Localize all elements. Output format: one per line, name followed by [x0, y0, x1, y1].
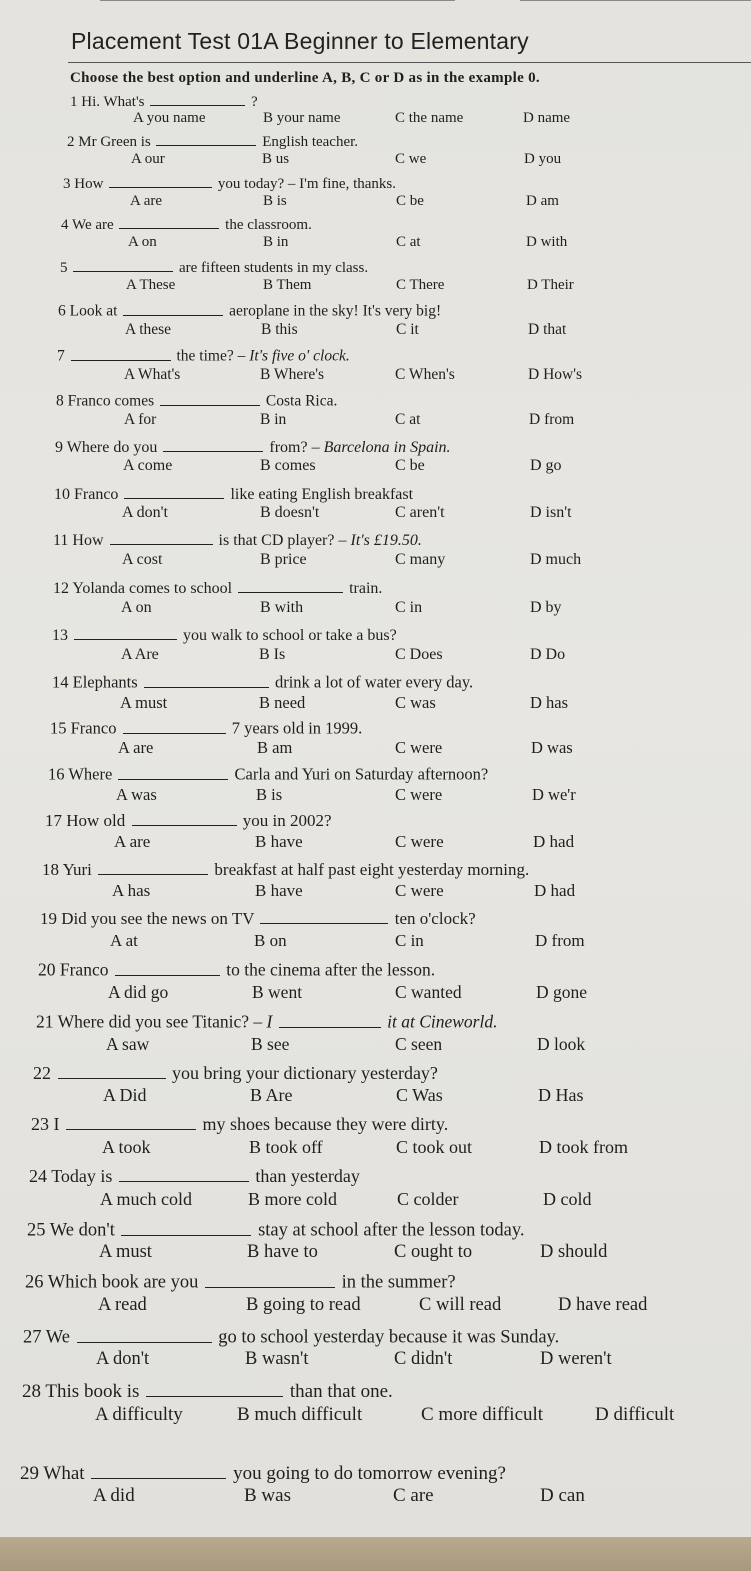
answer-blank[interactable] — [109, 172, 212, 188]
option-29-b[interactable]: B was — [244, 1485, 291, 1506]
question-text-after: you in 2002? — [242, 811, 332, 830]
option-2-c[interactable]: C we — [395, 151, 427, 167]
option-17-c[interactable]: C were — [395, 832, 444, 851]
question-text-after: you today? – I'm fine, thanks. — [217, 176, 397, 192]
option-16-c[interactable]: C were — [395, 785, 443, 804]
answer-blank[interactable] — [123, 299, 223, 316]
question-text-before: Yolanda comes to school — [72, 580, 233, 597]
question-text-after: stay at school after the lesson today. — [258, 1220, 525, 1241]
answer-blank[interactable] — [118, 762, 228, 780]
question-20 — [38, 957, 435, 981]
option-5-b[interactable]: B Them — [263, 277, 312, 293]
question-number: 27 — [23, 1327, 42, 1348]
question-text-before: Franco — [59, 959, 109, 980]
option-22-c[interactable]: C Was — [396, 1085, 443, 1105]
question-28 — [22, 1377, 393, 1403]
question-18 — [42, 857, 529, 880]
option-28-b[interactable]: B much difficult — [237, 1404, 363, 1425]
option-18-d[interactable]: D had — [534, 881, 576, 900]
option-26-b[interactable]: B going to read — [246, 1295, 361, 1315]
question-number: 1 — [70, 94, 78, 110]
option-7-d[interactable]: D How's — [528, 366, 583, 383]
answer-blank[interactable] — [119, 213, 219, 229]
answer-blank[interactable] — [156, 130, 256, 146]
question-text-before: We don't — [49, 1220, 115, 1241]
top-rule-left — [100, 0, 455, 1]
answer-blank[interactable] — [163, 435, 263, 452]
option-25-c[interactable]: C ought to — [394, 1242, 473, 1262]
question-number: 25 — [27, 1220, 46, 1241]
option-27-a[interactable]: A don't — [96, 1349, 150, 1369]
question-number: 20 — [38, 959, 56, 980]
option-29-c[interactable]: C are — [393, 1485, 434, 1506]
question-number: 11 — [53, 532, 69, 549]
option-29-d[interactable]: D can — [540, 1485, 585, 1506]
option-25-d[interactable]: D should — [540, 1242, 608, 1262]
question-number: 24 — [29, 1166, 47, 1186]
option-20-c[interactable]: C wanted — [395, 982, 462, 1002]
option-23-a[interactable]: A took — [102, 1137, 151, 1157]
option-20-d[interactable]: D gone — [536, 982, 588, 1002]
option-18-b[interactable]: B have — [255, 881, 303, 900]
answer-blank[interactable] — [160, 389, 260, 406]
question-number: 17 — [45, 811, 62, 830]
question-3 — [63, 172, 396, 193]
option-20-b[interactable]: B went — [252, 982, 303, 1002]
question-25 — [27, 1216, 525, 1242]
answer-blank[interactable] — [124, 482, 224, 499]
question-text-after: than yesterday — [255, 1166, 360, 1186]
top-rule-right — [520, 0, 751, 1]
option-1-a[interactable]: A you name — [133, 110, 206, 126]
question-text-before: I — [53, 1114, 60, 1134]
option-5-a[interactable]: A These — [126, 277, 176, 293]
option-13-b[interactable]: B Is — [259, 646, 286, 663]
option-12-c[interactable]: C in — [395, 599, 423, 616]
question-text-before: Where did you see Titanic? – — [57, 1011, 263, 1032]
option-8-b[interactable]: B in — [260, 411, 287, 428]
option-3-c[interactable]: C be — [396, 193, 424, 209]
question-23 — [31, 1111, 448, 1135]
option-20-a[interactable]: A did go — [108, 982, 169, 1002]
option-24-b[interactable]: B more cold — [248, 1189, 337, 1209]
question-text-before: Where do you — [66, 439, 158, 456]
option-18-a[interactable]: A has — [112, 881, 151, 900]
question-number: 19 — [40, 909, 57, 928]
option-7-b[interactable]: B Where's — [260, 366, 325, 383]
option-26-c[interactable]: C will read — [419, 1295, 502, 1315]
question-number: 21 — [36, 1011, 54, 1032]
question-text-after: English teacher. — [262, 134, 359, 150]
question-number: 29 — [20, 1463, 39, 1484]
question-number: 22 — [33, 1063, 51, 1083]
question-24 — [29, 1163, 360, 1187]
question-text-after: ? — [251, 94, 258, 110]
question-text-after: are fifteen students in my class. — [179, 260, 369, 276]
question-number: 13 — [52, 627, 68, 644]
option-10-c[interactable]: C aren't — [395, 504, 445, 521]
question-text-before: Hi. What's — [81, 94, 145, 110]
question-9 — [55, 435, 451, 457]
option-11-b[interactable]: B price — [260, 551, 307, 568]
option-14-c[interactable]: C was — [395, 693, 436, 712]
option-2-b[interactable]: B us — [262, 151, 290, 167]
option-22-a[interactable]: A Did — [103, 1085, 147, 1105]
question-number: 3 — [63, 176, 71, 192]
question-text-before: Franco comes — [67, 392, 155, 410]
option-4-d[interactable]: D with — [526, 234, 568, 250]
option-4-a[interactable]: A on — [128, 234, 157, 250]
option-6-b[interactable]: B this — [261, 321, 298, 338]
option-23-d[interactable]: D took from — [539, 1137, 628, 1157]
option-13-d[interactable]: D Do — [530, 646, 566, 663]
question-number: 16 — [48, 764, 65, 784]
answer-blank[interactable] — [146, 1377, 283, 1397]
question-text-before: Did you see the news on TV — [61, 909, 255, 928]
question-text-after: the time? – — [176, 347, 246, 365]
question-13 — [52, 623, 397, 645]
option-15-a[interactable]: A are — [118, 738, 154, 757]
option-6-c[interactable]: C it — [396, 321, 419, 338]
option-11-a[interactable]: A cost — [122, 551, 163, 568]
question-text-before: We are — [71, 217, 114, 233]
answer-blank[interactable] — [115, 957, 220, 976]
option-23-c[interactable]: C took out — [396, 1137, 473, 1157]
question-text-after: you bring your dictionary yesterday? — [172, 1063, 438, 1083]
question-text-after: go to school yesterday because it was Sunday. — [218, 1327, 560, 1348]
page-title: Placement Test 01A Beginner to Elementary — [71, 28, 529, 54]
answer-blank[interactable] — [73, 256, 173, 272]
question-text-after: like eating English breakfast — [230, 486, 414, 503]
question-15 — [50, 716, 362, 739]
answer-blank[interactable] — [205, 1268, 335, 1288]
question-text-before: We — [45, 1327, 70, 1348]
option-18-c[interactable]: C were — [395, 881, 444, 900]
option-23-b[interactable]: B took off — [249, 1137, 323, 1157]
answer-blank[interactable] — [238, 576, 343, 593]
question-11 — [53, 528, 422, 550]
option-5-d[interactable]: D Their — [527, 277, 574, 293]
question-27 — [23, 1323, 559, 1349]
option-1-b[interactable]: B your name — [263, 110, 341, 126]
option-16-a[interactable]: A was — [116, 785, 157, 804]
option-8-a[interactable]: A for — [124, 411, 157, 428]
option-14-d[interactable]: D has — [530, 693, 569, 712]
option-17-d[interactable]: D had — [533, 832, 575, 851]
option-10-d[interactable]: D isn't — [530, 504, 572, 521]
question-number: 12 — [53, 580, 69, 597]
option-15-b[interactable]: B am — [257, 738, 293, 757]
option-9-a[interactable]: A come — [123, 457, 173, 474]
question-number: 18 — [42, 860, 59, 879]
option-7-c[interactable]: C When's — [395, 366, 455, 383]
question-text-after: aeroplane in the sky! It's very big! — [229, 302, 442, 320]
option-27-c[interactable]: C didn't — [394, 1349, 453, 1369]
question-number: 10 — [54, 486, 70, 503]
option-12-b[interactable]: B with — [260, 599, 304, 616]
option-5-c[interactable]: C There — [396, 277, 445, 293]
answer-blank[interactable] — [98, 857, 208, 875]
question-number: 23 — [31, 1114, 49, 1134]
answer-blank[interactable] — [110, 528, 213, 545]
option-8-d[interactable]: D from — [529, 411, 575, 428]
question-22 — [33, 1060, 438, 1084]
option-6-a[interactable]: A these — [125, 321, 172, 338]
question-text-before: Franco — [74, 486, 119, 503]
question-text-after: drink a lot of water every day. — [274, 672, 474, 692]
question-text-italic: Barcelona in Spain. — [323, 439, 451, 456]
question-16 — [48, 762, 488, 785]
option-27-b[interactable]: B wasn't — [245, 1349, 309, 1369]
option-4-b[interactable]: B in — [263, 234, 289, 250]
question-text-italic: It's £19.50. — [350, 532, 422, 549]
option-21-a[interactable]: A saw — [106, 1034, 150, 1054]
table-surface — [0, 1537, 751, 1571]
option-21-b[interactable]: B see — [251, 1034, 290, 1054]
question-text-italic: I — [266, 1011, 273, 1032]
question-5 — [60, 256, 368, 277]
option-19-c[interactable]: C in — [395, 931, 424, 950]
question-text-after: ten o'clock? — [394, 909, 476, 928]
option-19-d[interactable]: D from — [535, 931, 585, 950]
option-11-d[interactable]: D much — [530, 551, 582, 568]
option-13-c[interactable]: C Does — [395, 646, 443, 663]
question-7 — [57, 344, 350, 366]
question-text-after: my shoes because they were dirty. — [202, 1114, 449, 1134]
question-number: 5 — [60, 260, 68, 276]
question-number: 14 — [52, 672, 69, 692]
question-text-after: in the summer? — [341, 1272, 456, 1293]
question-1 — [70, 90, 258, 111]
question-text-after: is that CD player? – — [218, 532, 347, 549]
question-text-after: you going to do tomorrow evening? — [233, 1463, 506, 1484]
answer-blank[interactable] — [150, 90, 245, 106]
option-9-c[interactable]: C be — [395, 457, 425, 474]
question-text-before: Elephants — [72, 672, 138, 692]
instructions: Choose the best option and underline A, B, C or D as in the example 0. — [70, 70, 540, 86]
question-8 — [56, 389, 337, 411]
question-text-after: 7 years old in 1999. — [231, 718, 363, 738]
question-number: 15 — [50, 718, 67, 738]
question-number: 26 — [25, 1272, 44, 1293]
option-25-a[interactable]: A must — [99, 1242, 152, 1262]
answer-blank[interactable] — [77, 1323, 212, 1343]
question-4 — [61, 213, 312, 234]
question-text-after: Carla and Yuri on Saturday afternoon? — [234, 764, 489, 784]
question-text-after: train. — [349, 580, 383, 597]
answer-blank[interactable] — [279, 1009, 381, 1028]
option-24-c[interactable]: C colder — [397, 1189, 459, 1209]
option-27-d[interactable]: D weren't — [540, 1349, 612, 1369]
option-22-b[interactable]: B Are — [250, 1085, 293, 1105]
question-text-before: Where — [68, 764, 113, 784]
option-7-a[interactable]: A What's — [124, 366, 181, 383]
question-text-before: How old — [66, 811, 126, 830]
question-29 — [20, 1459, 506, 1485]
question-19 — [40, 906, 476, 929]
question-text-italic: it at Cineworld. — [387, 1011, 498, 1032]
answer-blank[interactable] — [260, 906, 388, 924]
question-text-after: to the cinema after the lesson. — [226, 959, 436, 980]
question-text-italic: It's five o' clock. — [249, 347, 350, 365]
answer-blank[interactable] — [121, 1216, 251, 1236]
question-2 — [67, 130, 358, 151]
question-text-before: Yuri — [62, 860, 92, 879]
option-21-d[interactable]: D look — [537, 1034, 586, 1054]
option-22-d[interactable]: D Has — [538, 1085, 584, 1105]
question-text-before: How — [74, 176, 104, 192]
option-24-a[interactable]: A much cold — [100, 1189, 192, 1209]
question-21 — [36, 1009, 497, 1033]
option-9-b[interactable]: B comes — [260, 457, 316, 474]
question-14 — [52, 670, 473, 693]
question-number: 7 — [57, 347, 65, 365]
option-3-d[interactable]: D am — [526, 193, 559, 209]
question-6 — [58, 299, 441, 321]
option-28-c[interactable]: C more difficult — [421, 1404, 544, 1425]
option-6-d[interactable]: D that — [528, 321, 567, 338]
option-26-d[interactable]: D have read — [558, 1295, 648, 1315]
answer-blank[interactable] — [58, 1060, 166, 1079]
answer-blank[interactable] — [119, 1163, 249, 1182]
option-3-b[interactable]: B is — [263, 193, 287, 209]
question-number: 28 — [22, 1381, 41, 1402]
option-9-d[interactable]: D go — [530, 457, 562, 474]
option-21-c[interactable]: C seen — [395, 1034, 443, 1054]
question-text-after: than that one. — [289, 1381, 393, 1402]
option-8-c[interactable]: C at — [395, 411, 421, 428]
option-14-b[interactable]: B need — [259, 693, 306, 712]
question-number: 9 — [55, 439, 63, 456]
option-28-d[interactable]: D difficult — [595, 1404, 675, 1425]
question-text-before: How — [72, 532, 104, 549]
option-17-a[interactable]: A are — [114, 832, 151, 851]
option-10-b[interactable]: B doesn't — [260, 504, 320, 521]
option-16-b[interactable]: B is — [256, 785, 283, 804]
answer-blank[interactable] — [71, 344, 171, 361]
question-12 — [53, 576, 382, 598]
option-10-a[interactable]: A don't — [122, 504, 168, 521]
question-text-after: breakfast at half past eight yesterday morning. — [214, 860, 530, 879]
option-16-d[interactable]: D we'r — [532, 785, 576, 804]
option-25-b[interactable]: B have to — [247, 1242, 318, 1262]
answer-blank[interactable] — [66, 1111, 196, 1130]
option-26-a[interactable]: A read — [98, 1295, 147, 1315]
option-29-a[interactable]: A did — [93, 1485, 135, 1506]
option-1-c[interactable]: C the name — [395, 110, 464, 126]
answer-blank[interactable] — [74, 623, 177, 640]
answer-blank[interactable] — [132, 808, 237, 826]
option-12-a[interactable]: A on — [121, 599, 152, 616]
option-19-a[interactable]: A at — [110, 931, 138, 950]
question-text-before: Mr Green is — [78, 134, 151, 150]
title-underline — [68, 62, 751, 63]
option-17-b[interactable]: B have — [255, 832, 303, 851]
option-4-c[interactable]: C at — [396, 234, 421, 250]
answer-blank[interactable] — [123, 716, 226, 734]
question-text-after: Costa Rica. — [265, 392, 338, 410]
option-1-d[interactable]: D name — [523, 110, 571, 126]
option-15-c[interactable]: C were — [395, 738, 443, 757]
question-number: 4 — [61, 217, 69, 233]
question-26 — [25, 1268, 456, 1294]
answer-blank[interactable] — [144, 670, 269, 688]
option-15-d[interactable]: D was — [531, 738, 573, 757]
question-17 — [45, 808, 332, 831]
option-19-b[interactable]: B on — [254, 931, 287, 950]
answer-blank[interactable] — [91, 1459, 226, 1479]
question-text-before: Today is — [51, 1166, 113, 1186]
question-text-after: you walk to school or take a bus? — [183, 627, 397, 644]
option-14-a[interactable]: A must — [120, 693, 168, 712]
option-2-a[interactable]: A our — [131, 151, 165, 167]
option-11-c[interactable]: C many — [395, 551, 446, 568]
question-text-after: the classroom. — [225, 217, 312, 233]
question-number: 8 — [56, 392, 64, 410]
question-text-before: Which book are you — [47, 1272, 199, 1293]
option-13-a[interactable]: A Are — [121, 646, 159, 663]
question-number: 2 — [67, 134, 75, 150]
option-12-d[interactable]: D by — [530, 599, 562, 616]
option-28-a[interactable]: A difficulty — [95, 1404, 183, 1425]
option-24-d[interactable]: D cold — [543, 1189, 592, 1209]
question-text-before: Look at — [69, 302, 118, 320]
question-10 — [54, 482, 413, 504]
option-3-a[interactable]: A are — [130, 193, 163, 209]
question-text-before: Franco — [70, 718, 117, 738]
question-text-after: from? – — [269, 439, 320, 456]
question-number: 6 — [58, 302, 66, 320]
question-text-before: This book is — [45, 1381, 140, 1402]
option-2-d[interactable]: D you — [524, 151, 562, 167]
question-text-before: What — [43, 1463, 85, 1484]
